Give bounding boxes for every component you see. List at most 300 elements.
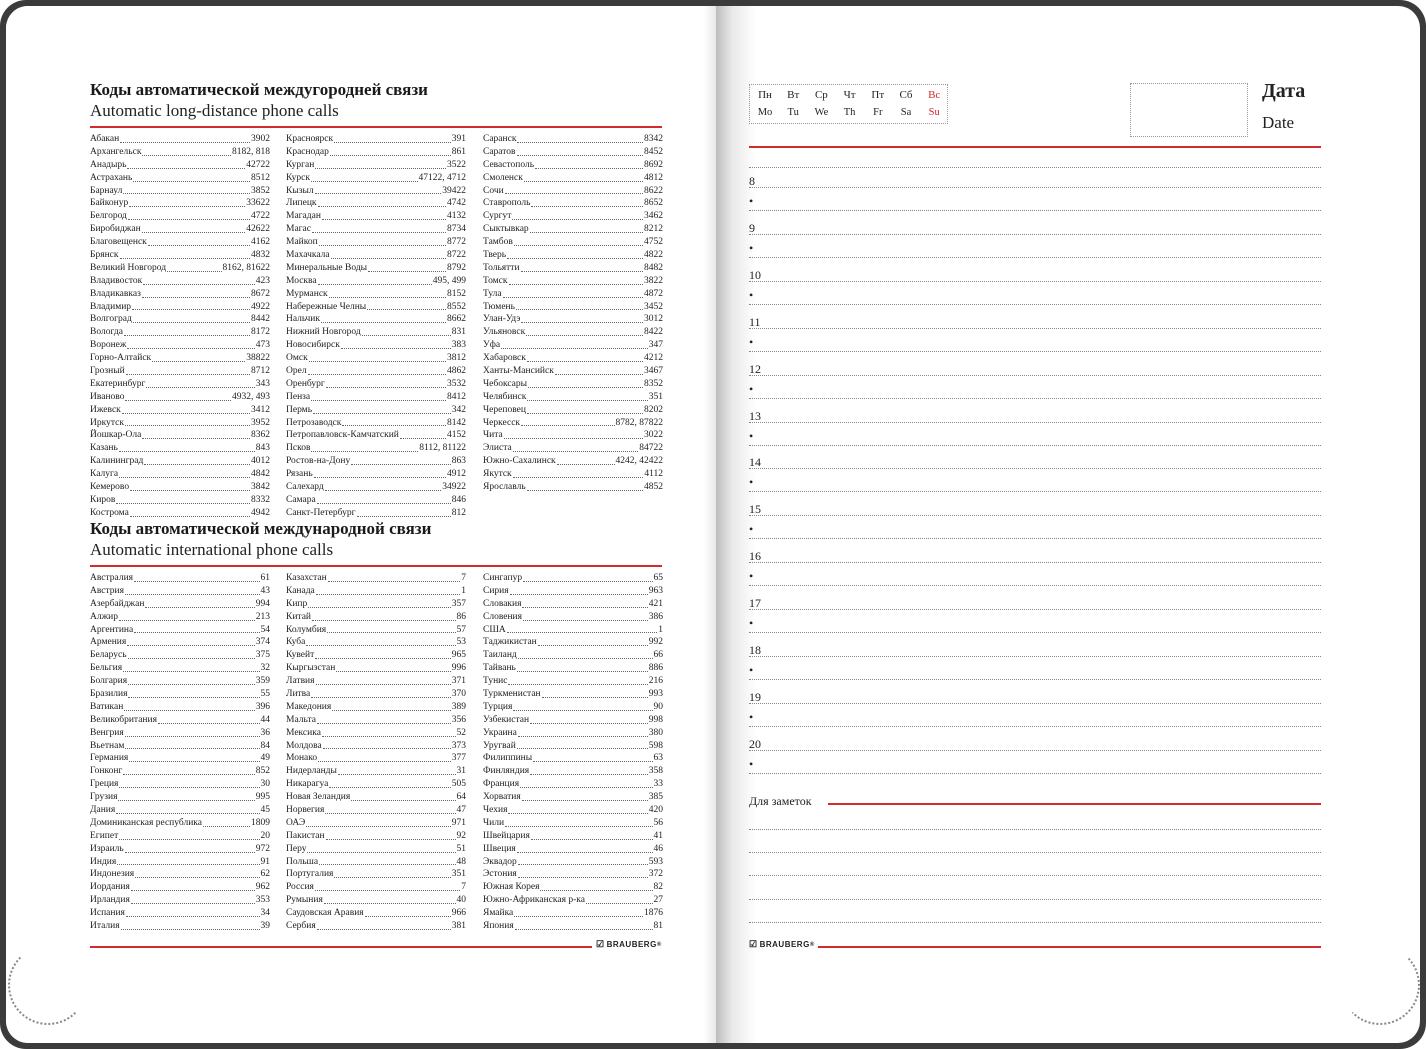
domestic-code-entry <box>90 275 270 288</box>
entry-code: 91 <box>260 856 270 867</box>
domestic-code-entry <box>286 352 466 365</box>
hour-row[interactable] <box>749 636 1321 683</box>
dot-leader <box>531 839 653 840</box>
international-code-entry <box>90 856 270 869</box>
entry-code: 370 <box>451 689 466 699</box>
dot-leader <box>317 503 451 504</box>
dot-leader <box>123 774 254 775</box>
entry-name: Тольятти <box>483 262 520 273</box>
entry-name: Курган <box>286 159 315 170</box>
writing-line <box>749 679 1321 680</box>
dot-leader <box>131 903 255 904</box>
domestic-code-entry <box>90 507 270 520</box>
hour-row[interactable] <box>749 355 1321 402</box>
entry-code: 30 <box>260 779 270 790</box>
entry-name: Саранск <box>483 133 517 144</box>
dot-leader <box>517 748 648 749</box>
entry-name: Нидерланды <box>286 766 337 777</box>
entry-name: Тула <box>483 288 502 299</box>
writing-line <box>749 750 1321 751</box>
entry-code: 4862 <box>447 366 466 377</box>
hour-row[interactable] <box>749 214 1321 261</box>
dot-leader <box>129 206 245 207</box>
entry-code: 33622 <box>246 198 270 209</box>
left-brand-text: BRAUBERG <box>606 940 657 949</box>
dot-leader <box>523 581 652 582</box>
entry-code: 812 <box>451 507 466 518</box>
entry-name: Болгария <box>90 676 128 687</box>
entry-name: Эквадор <box>483 856 517 867</box>
entry-code: 8332 <box>251 494 270 505</box>
entry-code: 4832 <box>251 250 270 260</box>
entry-code: 351 <box>451 869 466 880</box>
entry-code: 48 <box>456 856 466 867</box>
weekday-en[interactable]: Th <box>843 107 856 118</box>
dot-leader <box>533 761 652 762</box>
notes-line[interactable] <box>749 829 1321 830</box>
left-brand-logo: ☑ BRAUBERG ® <box>596 939 662 949</box>
entry-code: 374 <box>255 637 270 648</box>
entry-name: ОАЭ <box>286 817 306 828</box>
entry-name: Самара <box>286 494 316 505</box>
writing-line <box>749 773 1321 774</box>
domestic-code-entry <box>483 197 663 210</box>
domestic-column-1 <box>90 133 270 520</box>
entry-name: Саудовская Аравия <box>286 908 364 919</box>
entry-name: Македония <box>286 701 332 712</box>
dot-leader <box>528 387 643 388</box>
weekday-ru[interactable]: Пт <box>871 89 885 101</box>
dot-leader <box>120 142 250 143</box>
entry-name: Тверь <box>483 250 507 260</box>
dot-leader <box>329 787 450 788</box>
domestic-code-entry <box>483 301 663 314</box>
entry-code: 57 <box>456 624 466 635</box>
international-code-entry <box>483 624 663 637</box>
international-code-entry <box>90 649 270 662</box>
entry-name: Кувейт <box>286 650 315 661</box>
entry-name: Кыргызстан <box>286 663 336 674</box>
entry-code: 3452 <box>644 301 663 312</box>
weekday-en[interactable]: Su <box>928 107 940 118</box>
entry-name: Ставрополь <box>483 198 531 209</box>
entry-name: Нальчик <box>286 314 320 325</box>
entry-name: Нижний Новгород <box>286 327 361 338</box>
domestic-code-entry <box>286 172 466 185</box>
dot-leader <box>527 361 643 362</box>
entry-name: Ватикан <box>90 701 124 712</box>
international-code-entry <box>286 920 466 933</box>
dot-leader <box>167 271 221 272</box>
entry-name: Ямайка <box>483 908 514 919</box>
domestic-code-entry <box>286 429 466 442</box>
weekday-en[interactable]: Mo <box>757 107 773 118</box>
entry-name: Москва <box>286 275 317 286</box>
entry-name: Барнаул <box>90 185 123 196</box>
domestic-code-entry <box>90 468 270 481</box>
notes-line[interactable] <box>749 852 1321 853</box>
domestic-code-entry <box>286 455 466 468</box>
entry-name: Армения <box>90 637 127 648</box>
domestic-title-en: Automatic long-distance phone calls <box>90 101 339 120</box>
entry-code: 4872 <box>644 288 663 299</box>
international-code-entry <box>286 804 466 817</box>
entry-code: 373 <box>451 740 466 751</box>
entry-name: Новая Зеландия <box>286 792 351 803</box>
dot-leader <box>203 826 250 827</box>
entry-name: Чита <box>483 430 503 441</box>
dot-leader <box>518 658 653 659</box>
weekday-ru[interactable]: Чт <box>843 89 856 101</box>
entry-name: Франция <box>483 779 520 790</box>
international-code-entry <box>483 611 663 624</box>
international-code-entry <box>286 765 466 778</box>
entry-code: 963 <box>648 585 663 596</box>
entry-name: Сербия <box>286 921 316 932</box>
international-code-entry <box>286 688 466 701</box>
entry-name: Улан-Удэ <box>483 314 521 325</box>
international-code-entry <box>90 572 270 585</box>
writing-line <box>749 281 1321 282</box>
entry-code: 82 <box>653 882 663 893</box>
notes-line[interactable] <box>749 922 1321 923</box>
entry-name: Владимир <box>90 301 132 312</box>
domestic-code-entry <box>286 159 466 172</box>
entry-name: Германия <box>90 753 129 764</box>
dot-leader <box>142 155 231 156</box>
entry-name: Израиль <box>90 843 124 854</box>
dot-leader <box>508 813 647 814</box>
entry-name: Грозный <box>90 366 125 377</box>
writing-line <box>749 609 1321 610</box>
domestic-code-entry <box>483 481 663 494</box>
international-code-entry <box>90 714 270 727</box>
domestic-code-entry <box>90 339 270 352</box>
entry-code: 473 <box>255 340 270 351</box>
entry-name: Рязань <box>286 469 313 480</box>
entry-name: Дания <box>90 805 116 816</box>
dot-leader <box>144 464 250 465</box>
hour-row[interactable] <box>749 683 1321 730</box>
domestic-code-entry <box>286 223 466 236</box>
writing-line <box>749 538 1321 539</box>
dot-leader <box>124 710 254 711</box>
dot-leader <box>124 335 250 336</box>
dot-leader <box>128 658 255 659</box>
entry-name: Смоленск <box>483 172 523 183</box>
dot-leader <box>508 684 647 685</box>
hour-row[interactable] <box>749 167 1321 214</box>
entry-code: 996 <box>451 663 466 674</box>
dot-leader <box>145 607 254 608</box>
dot-leader <box>338 774 456 775</box>
dot-leader <box>513 451 639 452</box>
entry-name: Уругвай <box>483 740 516 751</box>
dot-leader <box>332 710 450 711</box>
entry-name: Архангельск <box>90 146 142 157</box>
entry-name: Гонконг <box>90 766 123 777</box>
hour-row[interactable] <box>749 402 1321 449</box>
hour-row[interactable] <box>749 261 1321 308</box>
dot-leader <box>527 413 643 414</box>
dot-leader <box>318 284 432 285</box>
weekday-ru[interactable]: Ср <box>814 89 828 101</box>
hour-row[interactable] <box>749 542 1321 589</box>
writing-line <box>749 304 1321 305</box>
international-code-entry <box>483 714 663 727</box>
entry-name: Чебоксары <box>483 378 528 389</box>
entry-code: 4242, 42422 <box>615 456 663 467</box>
entry-name: Курск <box>286 172 310 183</box>
dot-leader <box>516 309 643 310</box>
entry-name: Ростов-на-Дону <box>286 456 351 467</box>
domestic-code-entry <box>90 494 270 507</box>
hour-row[interactable] <box>749 589 1321 636</box>
international-code-entry <box>286 662 466 675</box>
international-code-entry <box>90 843 270 856</box>
entry-code: 356 <box>451 714 466 725</box>
hour-row[interactable] <box>749 308 1321 355</box>
entry-code: 43 <box>260 585 270 596</box>
weekday-ru[interactable]: Сб <box>899 89 913 101</box>
weekday-ru[interactable]: Вт <box>787 89 800 101</box>
entry-code: 8792 <box>447 262 466 273</box>
entry-name: Липецк <box>286 198 317 209</box>
entry-code: 971 <box>451 817 466 828</box>
entry-code: 90 <box>653 701 663 712</box>
dot-leader <box>323 748 451 749</box>
international-column-2 <box>286 572 466 933</box>
entry-name: Орел <box>286 366 307 377</box>
entry-code: 46 <box>653 843 663 854</box>
entry-name: Севастополь <box>483 159 535 170</box>
dot-leader <box>517 142 643 143</box>
entry-name: Аргентина <box>90 624 134 635</box>
entry-code: 3812 <box>447 353 466 364</box>
domestic-code-entry <box>483 288 663 301</box>
entry-code: 8772 <box>447 237 466 248</box>
bullet: • <box>749 522 754 537</box>
entry-code: 3412 <box>251 404 270 415</box>
entry-name: Челябинск <box>483 391 527 402</box>
international-code-entry <box>483 752 663 765</box>
domestic-code-entry <box>286 185 466 198</box>
entry-code: 8182, 818 <box>232 146 270 157</box>
entry-code: 861 <box>451 146 466 157</box>
weekday-en[interactable]: Sa <box>900 107 912 118</box>
dot-leader <box>329 297 446 298</box>
entry-name: Южно-Сахалинск <box>483 456 556 467</box>
entry-code: 20 <box>260 830 270 841</box>
international-code-entry <box>286 598 466 611</box>
entry-code: 7 <box>461 572 466 583</box>
entry-name: Псков <box>286 443 311 454</box>
entry-code: 31 <box>456 766 466 777</box>
writing-line <box>749 257 1321 258</box>
entry-code: 44 <box>260 714 270 725</box>
entry-name: Словакия <box>483 598 522 609</box>
international-code-entry <box>90 611 270 624</box>
dot-leader <box>504 438 643 439</box>
dot-leader <box>126 374 250 375</box>
entry-name: Череповец <box>483 404 526 415</box>
dot-leader <box>121 929 260 930</box>
writing-line <box>749 562 1321 563</box>
weekday-en[interactable]: We <box>814 107 829 118</box>
entry-code: 353 <box>255 895 270 906</box>
bullet: • <box>749 756 754 771</box>
hour-row[interactable] <box>749 730 1321 777</box>
international-code-entry <box>483 920 663 933</box>
entry-code: 375 <box>255 650 270 661</box>
entry-code: 64 <box>456 792 466 803</box>
brand-check-icon: ☑ <box>749 939 758 949</box>
entry-code: 3012 <box>644 314 663 325</box>
entry-code: 1 <box>461 585 466 596</box>
entry-code: 8662 <box>447 314 466 325</box>
dot-leader <box>324 903 456 904</box>
hour-label: 10 <box>749 267 761 282</box>
international-code-entry <box>483 662 663 675</box>
domestic-code-entry <box>483 275 663 288</box>
writing-line <box>749 491 1321 492</box>
entry-code: 8452 <box>644 146 663 157</box>
international-code-entry <box>286 856 466 869</box>
entry-name: Таджикистан <box>483 637 537 648</box>
international-code-entry <box>286 894 466 907</box>
entry-code: 84 <box>260 740 270 751</box>
weekday-en[interactable]: Fr <box>873 107 883 118</box>
entry-code: 3467 <box>644 366 663 377</box>
international-code-entry <box>286 585 466 598</box>
entry-code: 84722 <box>639 443 663 454</box>
domestic-code-entry <box>90 288 270 301</box>
date-field[interactable] <box>1130 83 1248 137</box>
dot-leader <box>522 607 647 608</box>
entry-name: Ирландия <box>90 895 130 906</box>
domestic-code-entry <box>90 301 270 314</box>
entry-code: 965 <box>451 650 466 661</box>
international-code-entry <box>483 598 663 611</box>
entry-code: 343 <box>255 378 270 389</box>
entry-name: Греция <box>90 779 119 790</box>
weekday-ru[interactable]: Вс <box>928 89 941 101</box>
dot-leader <box>507 632 657 633</box>
entry-name: Майкоп <box>286 237 318 248</box>
entry-code: 3952 <box>251 417 270 428</box>
entry-code: 81 <box>653 921 663 932</box>
entry-name: Благовещенск <box>90 237 147 248</box>
international-code-entry <box>483 817 663 830</box>
dot-leader <box>503 297 643 298</box>
dot-leader <box>341 348 451 349</box>
international-code-entry <box>90 740 270 753</box>
entry-code: 33 <box>653 779 663 790</box>
dot-leader <box>312 620 456 621</box>
international-code-entry <box>90 688 270 701</box>
hour-row[interactable] <box>749 495 1321 542</box>
entry-name: Анадырь <box>90 159 127 170</box>
hour-label: 9 <box>749 220 755 235</box>
entry-code: 843 <box>255 443 270 454</box>
entry-name: Ярославль <box>483 482 526 493</box>
entry-name: Индонезия <box>90 869 135 880</box>
dot-leader <box>322 736 456 737</box>
domestic-code-entry <box>483 442 663 455</box>
dot-leader <box>120 258 251 259</box>
dot-leader <box>127 645 255 646</box>
entry-name: Перу <box>286 843 307 854</box>
entry-code: 846 <box>451 494 466 505</box>
dot-leader <box>521 425 614 426</box>
entry-code: 4852 <box>644 482 663 493</box>
hour-label: 14 <box>749 455 761 470</box>
writing-line <box>749 398 1321 399</box>
weekday-ru[interactable]: Пн <box>758 89 772 101</box>
notes-line[interactable] <box>749 899 1321 900</box>
entry-name: Краснодар <box>286 146 329 157</box>
dot-leader <box>530 723 648 724</box>
entry-name: Ижевск <box>90 404 121 415</box>
entry-code: 995 <box>255 792 270 803</box>
dot-leader <box>514 245 643 246</box>
dot-leader <box>311 400 446 401</box>
international-code-entry <box>90 585 270 598</box>
domestic-code-entry <box>286 378 466 391</box>
entry-name: Венгрия <box>90 727 124 738</box>
entry-name: Красноярск <box>286 133 334 144</box>
entry-code: 86 <box>456 611 466 622</box>
domestic-code-entry <box>483 133 663 146</box>
domestic-code-entry <box>483 404 663 417</box>
dot-leader <box>321 322 446 323</box>
entry-name: Салехард <box>286 482 324 493</box>
dot-leader <box>515 929 653 930</box>
entry-code: 34922 <box>442 482 466 493</box>
hour-row[interactable] <box>749 448 1321 495</box>
entry-code: 8362 <box>251 430 270 441</box>
right-brand-logo: ☑ BRAUBERG ® <box>749 939 815 949</box>
domestic-code-entry <box>483 326 663 339</box>
dot-leader <box>518 864 648 865</box>
entry-code: 4012 <box>251 456 270 467</box>
entry-name: Южно-Африканская р-ка <box>483 895 585 906</box>
entry-code: 381 <box>451 921 466 932</box>
dot-leader <box>123 671 259 672</box>
entry-code: 4912 <box>447 469 466 480</box>
dot-leader <box>116 503 250 504</box>
entry-name: Сочи <box>483 185 504 196</box>
international-code-entry <box>286 636 466 649</box>
dot-leader <box>315 193 442 194</box>
writing-line <box>749 656 1321 657</box>
entry-code: 55 <box>260 689 270 699</box>
dot-leader <box>315 890 460 891</box>
dot-leader <box>531 206 643 207</box>
international-title-rule <box>90 565 662 567</box>
international-code-entry <box>90 791 270 804</box>
dot-leader <box>125 852 255 853</box>
domestic-code-entry <box>286 275 466 288</box>
entry-code: 972 <box>255 843 270 854</box>
entry-code: 3822 <box>644 275 663 286</box>
writing-line <box>749 422 1321 423</box>
dot-leader <box>518 736 648 737</box>
dot-leader <box>312 232 446 233</box>
weekday-en[interactable]: Tu <box>787 107 799 118</box>
notes-line[interactable] <box>749 875 1321 876</box>
domestic-code-entry <box>90 352 270 365</box>
